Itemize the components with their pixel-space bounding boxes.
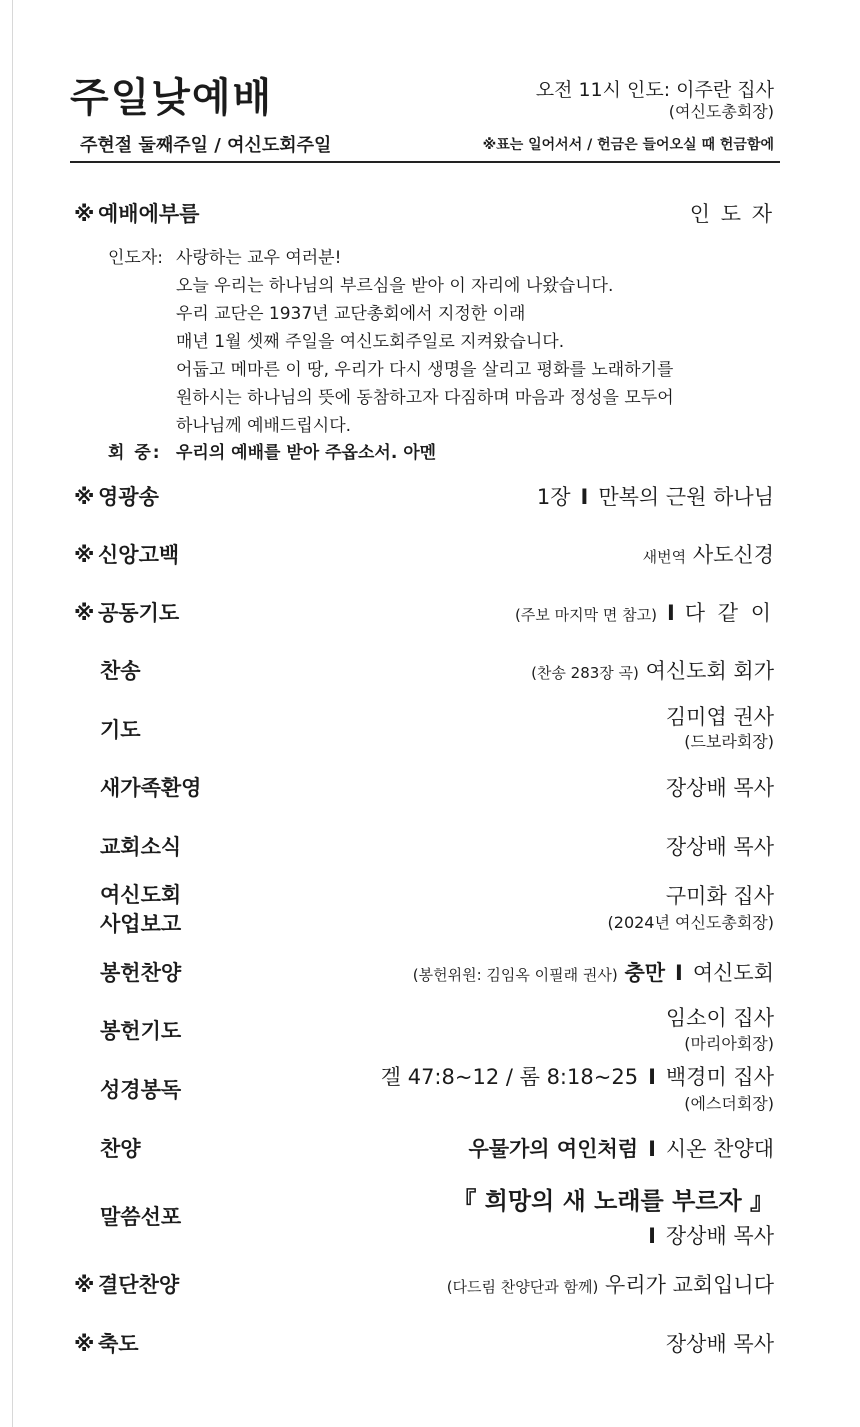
call-line-1: 인도자: 사랑하는 교우 여러분!	[108, 244, 674, 272]
item-name: 예배에부름	[98, 202, 200, 226]
order-item-hymn: 찬송	[100, 659, 141, 683]
order-item-prayer: 기도	[100, 718, 141, 742]
sermon-preacher: I 장상배 목사	[648, 1224, 774, 1248]
standing-notice: ※표는 일어서서 / 헌금은 들어오실 때 헌금함에	[482, 137, 774, 153]
order-item-common-prayer: ※ 공동기도	[74, 601, 180, 625]
creed-detail: 새번역 사도신경	[642, 543, 774, 567]
prayer-leader: 김미엽 권사	[665, 705, 774, 729]
offertory-anthem-detail: (봉헌위원: 김임옥 이필래 권사) 충만 I 여신도회	[412, 961, 774, 985]
congregation-label: 회 중:	[108, 443, 162, 463]
order-item-anthem: 찬양	[100, 1137, 141, 1161]
order-item-scripture: 성경봉독	[100, 1078, 182, 1102]
welcome-leader: 장상배 목사	[665, 776, 774, 800]
call-line-7: 하나님께 예배드립시다.	[176, 416, 352, 436]
order-item-announcements: 교회소식	[100, 835, 182, 859]
doxology-detail: 1장 I 만복의 근원 하나님	[536, 485, 774, 509]
response-song-detail: (다드림 찬양단과 함께) 우리가 교회입니다	[446, 1273, 774, 1297]
common-prayer-detail: (주보 마지막 면 참고) I 다 같 이	[515, 601, 774, 625]
order-item-response-song: ※ 결단찬양	[74, 1273, 180, 1297]
call-line-5: 어둡고 메마른 이 땅, 우리가 다시 생명을 살리고 평화를 노래하기를	[176, 360, 674, 380]
order-item-call-to-worship	[74, 200, 246, 228]
header-divider	[70, 161, 780, 163]
order-item-offertory-anthem: 봉헌찬양	[100, 961, 182, 985]
call-line-4: 매년 1월 셋째 주일을 여신도회주일로 지켜왔습니다.	[176, 332, 565, 352]
prayer-leader-role: (드보라회장)	[684, 732, 774, 751]
order-item-doxology: ※ 영광송	[74, 485, 159, 509]
order-item-sermon: 말씀선포	[100, 1205, 182, 1229]
benediction-leader: 장상배 목사	[665, 1332, 774, 1356]
scripture-detail: 겔 47:8~12 / 롬 8:18~25 I 백경미 집사	[380, 1065, 774, 1089]
scripture-reader-role: (에스더회장)	[684, 1094, 774, 1113]
congregation-response: 회 중: 우리의 예배를 받아 주옵소서. 아멘	[108, 440, 436, 466]
call-line-2: 오늘 우리는 하나님의 부르심을 받아 이 자리에 나왔습니다.	[176, 276, 614, 296]
call-line-6: 원하시는 하나님의 뜻에 동참하고자 다짐하며 마음과 정성을 모두어	[176, 388, 674, 408]
item-leader: 인 도 자	[689, 202, 774, 226]
standing-mark: ※	[74, 202, 95, 226]
order-item-report-line1: 여신도회	[100, 883, 182, 907]
leader-role: (여신도총회장)	[668, 102, 774, 121]
service-time-leader: 오전 11시 인도: 이주란 집사	[535, 79, 774, 101]
page-edge-line	[12, 0, 13, 1427]
order-item-creed: ※ 신앙고백	[74, 543, 180, 567]
announcements-leader: 장상배 목사	[665, 835, 774, 859]
offertory-prayer-role: (마리아회장)	[684, 1034, 774, 1053]
hymn-detail: (찬송 283장 곡) 여신도회 회가	[531, 659, 774, 683]
order-item-report-line2: 사업보고	[100, 912, 182, 936]
order-item-welcome: 새가족환영	[100, 776, 202, 800]
order-item-benediction: ※ 축도	[74, 1332, 139, 1356]
offertory-prayer-leader: 임소이 집사	[665, 1006, 774, 1030]
order-item-offertory-prayer: 봉헌기도	[100, 1019, 182, 1043]
report-leader-role: (2024년 여신도총회장)	[607, 913, 774, 932]
call-line-3: 우리 교단은 1937년 교단총회에서 지정한 이래	[176, 304, 526, 324]
report-leader: 구미화 집사	[665, 884, 774, 908]
anthem-detail: 우물가의 여인처럼 I 시온 찬양대	[468, 1137, 774, 1161]
leader-label: 인도자:	[108, 248, 163, 268]
page-title: 주일낮예배	[70, 75, 274, 121]
sermon-title: 『 희망의 새 노래를 부르자 』	[452, 1187, 774, 1215]
call-to-worship-text	[108, 244, 674, 440]
page-subtitle: 주현절 둘째주일 / 여신도회주일	[80, 135, 332, 156]
